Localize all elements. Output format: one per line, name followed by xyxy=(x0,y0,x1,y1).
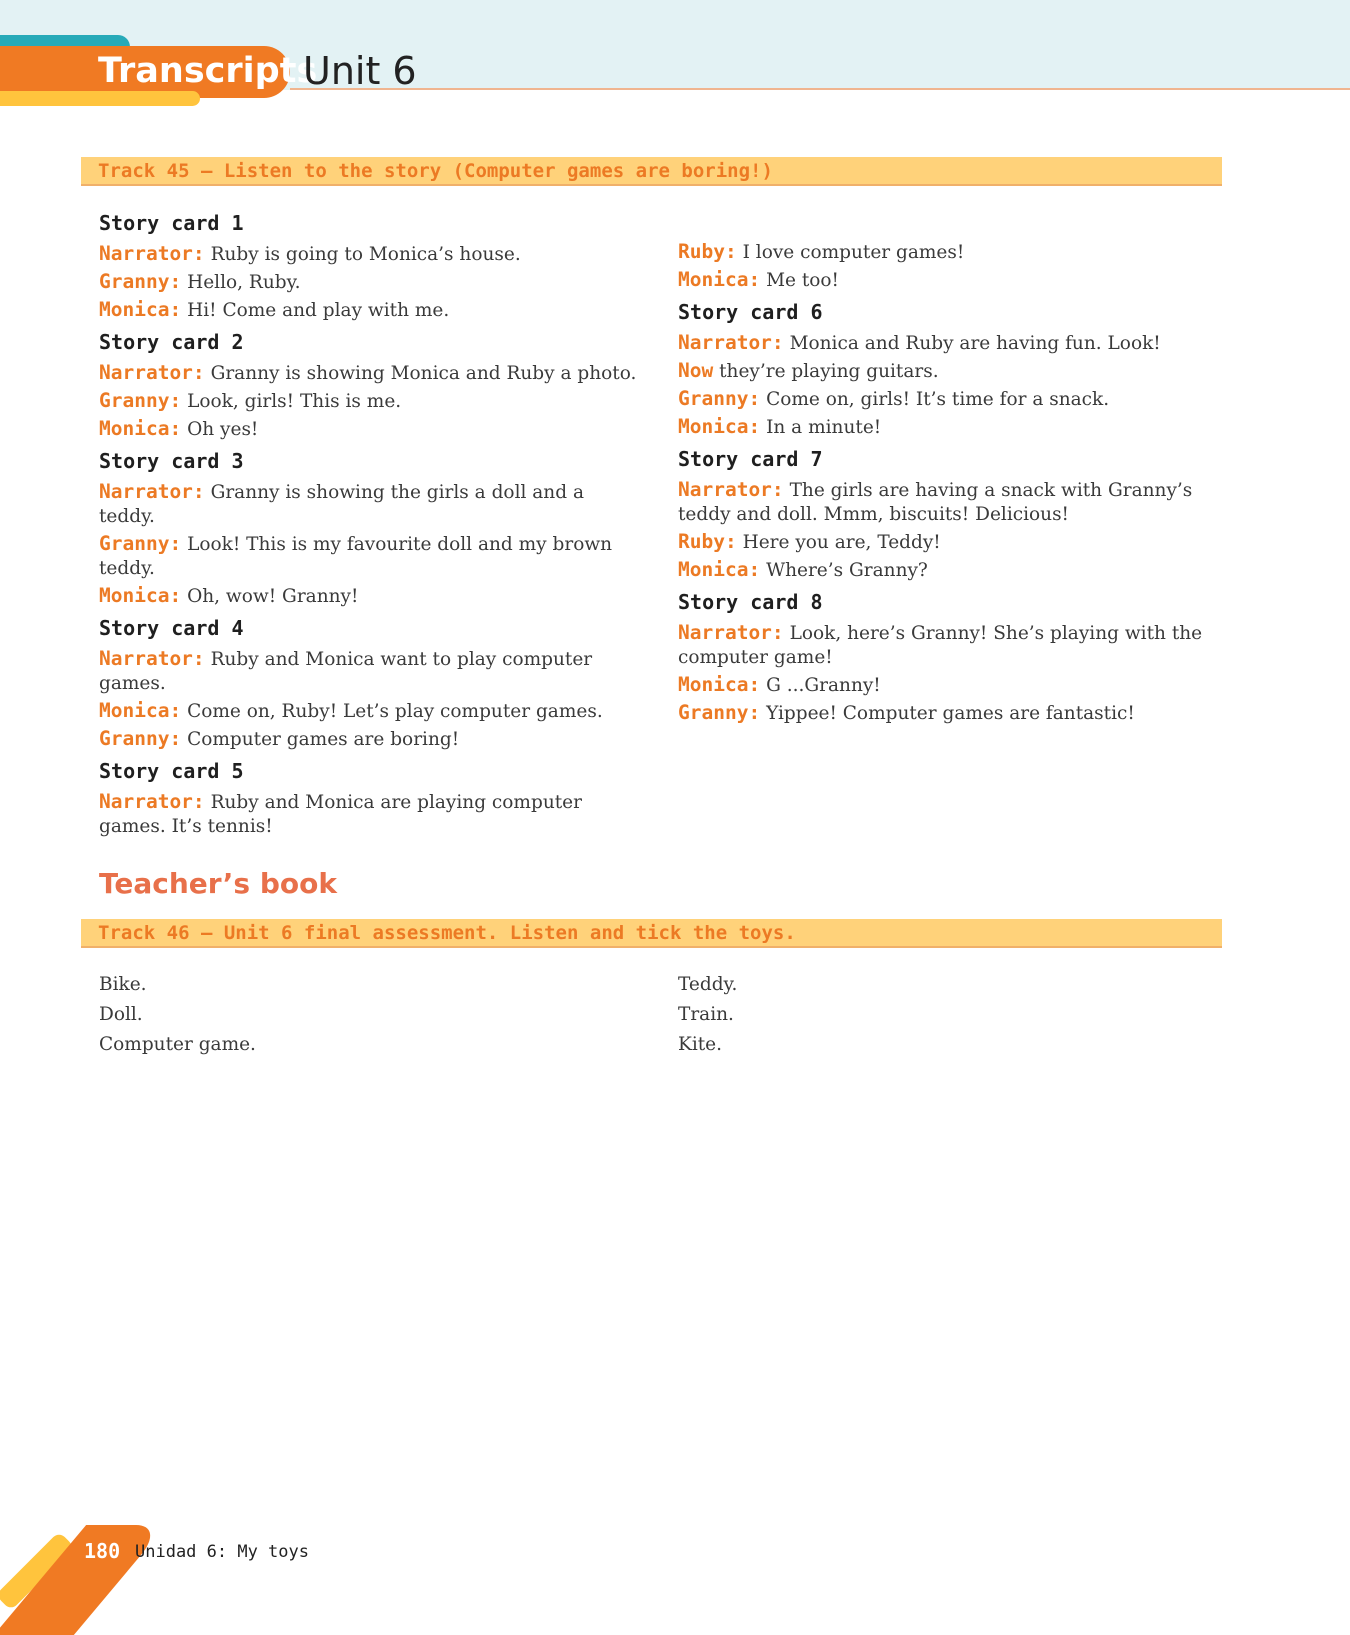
dialogue-text: Ruby and Monica want to play computer games. xyxy=(99,649,593,694)
track-46-heading: Track 46 – Unit 6 final assessment. Listen and tick the toys. xyxy=(81,919,1222,948)
dialogue-text: Where’s Granny? xyxy=(766,560,928,581)
dialogue-line xyxy=(678,268,1223,293)
dialogue-text: Monica and Ruby are having fun. Look! xyxy=(789,333,1161,354)
speaker-label: Monica: xyxy=(99,298,182,321)
speaker-label: Narrator: xyxy=(99,790,205,813)
dialogue-line xyxy=(678,530,1223,555)
dialogue-text: Come on, girls! It’s time for a snack. xyxy=(766,389,1110,410)
speaker-label: Narrator: xyxy=(678,478,784,501)
dialogue-text: Look! This is my favourite doll and my brown teddy. xyxy=(99,534,613,579)
speaker-label: Granny: xyxy=(99,532,182,555)
speaker-label: Narrator: xyxy=(99,480,205,503)
dialogue-text: Oh yes! xyxy=(187,419,259,440)
dialogue-line xyxy=(678,240,1223,265)
story-card-heading: Story card 5 xyxy=(99,759,244,783)
speaker-label: Monica: xyxy=(678,673,761,696)
speaker-label: Narrator: xyxy=(678,621,784,644)
page-number: 180 xyxy=(84,1539,121,1563)
dialogue-line xyxy=(99,584,644,609)
dialogue-text: Oh, wow! Granny! xyxy=(187,586,359,607)
toy-list-item: Doll. xyxy=(99,1004,143,1025)
dialogue-text: Look, girls! This is me. xyxy=(187,391,402,412)
speaker-label: Monica: xyxy=(99,584,182,607)
story-card-heading: Story card 3 xyxy=(99,449,244,473)
dialogue-text: Granny is showing Monica and Ruby a photo. xyxy=(210,363,637,384)
header-divider xyxy=(290,88,1350,90)
dialogue-line xyxy=(99,480,644,529)
toy-list-left xyxy=(99,970,499,1060)
dialogue-line xyxy=(678,359,1223,384)
toy-list-item: Computer game. xyxy=(99,1034,256,1055)
speaker-label: Granny: xyxy=(99,727,182,750)
dialogue-line xyxy=(678,478,1223,527)
dialogue-text: Here you are, Teddy! xyxy=(742,532,941,553)
dialogue-text: Ruby and Monica are playing computer games. It’s tennis! xyxy=(99,792,582,837)
dialogue-line xyxy=(678,558,1223,583)
dialogue-line xyxy=(99,647,644,696)
speaker-label: Ruby: xyxy=(678,240,737,263)
speaker-label: Monica: xyxy=(99,699,182,722)
speaker-label: Monica: xyxy=(99,417,182,440)
dialogue-line xyxy=(678,673,1223,698)
dialogue-line xyxy=(678,701,1223,726)
speaker-label: Granny: xyxy=(99,270,182,293)
dialogue-line xyxy=(99,242,644,267)
speaker-label: Narrator: xyxy=(99,242,205,265)
dialogue-line xyxy=(99,417,644,442)
toy-list-item: Bike. xyxy=(99,974,147,995)
speaker-label: Monica: xyxy=(678,558,761,581)
speaker-label: Ruby: xyxy=(678,530,737,553)
dialogue-text: Me too! xyxy=(766,270,839,291)
dialogue-text: Hello, Ruby. xyxy=(187,272,301,293)
dialogue-line xyxy=(678,331,1223,356)
dialogue-text: Computer games are boring! xyxy=(187,729,460,750)
story-card-heading: Story card 2 xyxy=(99,330,244,354)
dialogue-text: I love computer games! xyxy=(742,242,965,263)
speaker-label: Narrator: xyxy=(99,647,205,670)
speaker-label: Granny: xyxy=(99,389,182,412)
dialogue-line xyxy=(99,532,644,581)
dialogue-text: Granny is showing the girls a doll and a teddy. xyxy=(99,482,584,527)
dialogue-line xyxy=(678,387,1223,412)
story-card-heading: Story card 6 xyxy=(678,300,823,324)
story-card-heading: Story card 7 xyxy=(678,447,823,471)
transcript-column-right xyxy=(678,237,1223,729)
speaker-label: Monica: xyxy=(678,268,761,291)
dialogue-line xyxy=(99,699,644,724)
story-card-heading: Story card 1 xyxy=(99,211,244,235)
dialogue-text: Ruby is going to Monica’s house. xyxy=(210,244,521,265)
dialogue-text: they’re playing guitars. xyxy=(719,361,939,382)
speaker-label: Granny: xyxy=(678,387,761,410)
toy-list-item: Train. xyxy=(678,1004,734,1025)
dialogue-text: Yippee! Computer games are fantastic! xyxy=(766,703,1135,724)
speaker-label: Granny: xyxy=(678,701,761,724)
dialogue-text: Look, here’s Granny! She’s playing with the computer game! xyxy=(678,623,1203,668)
unit-title: Unit 6 xyxy=(303,49,417,93)
speaker-label: Now xyxy=(678,359,714,382)
dialogue-line xyxy=(99,727,644,752)
dialogue-line xyxy=(99,389,644,414)
dialogue-line xyxy=(99,361,644,386)
track-45-heading: Track 45 – Listen to the story (Computer games are boring!) xyxy=(81,157,1222,186)
toy-list-right xyxy=(678,970,1078,1060)
story-card-heading: Story card 8 xyxy=(678,590,823,614)
toy-list-item: Kite. xyxy=(678,1034,723,1055)
dialogue-text: G ...Granny! xyxy=(766,675,881,696)
transcript-column-left xyxy=(99,207,644,842)
footer-chapter: Unidad 6: My toys xyxy=(135,1542,309,1562)
story-card-heading: Story card 4 xyxy=(99,616,244,640)
dialogue-text: Come on, Ruby! Let’s play computer games. xyxy=(187,701,603,722)
speaker-label: Monica: xyxy=(678,415,761,438)
dialogue-text: In a minute! xyxy=(766,417,882,438)
dialogue-text: The girls are having a snack with Granny’s teddy and doll. Mmm, biscuits! Delicious! xyxy=(678,480,1193,525)
speaker-label: Narrator: xyxy=(99,361,205,384)
dialogue-line xyxy=(678,621,1223,670)
section-label: Transcripts xyxy=(98,51,318,91)
dialogue-line xyxy=(678,415,1223,440)
dialogue-text: Hi! Come and play with me. xyxy=(187,300,450,321)
toy-list-item: Teddy. xyxy=(678,974,738,995)
dialogue-line xyxy=(99,298,644,323)
teachers-book-title: Teacher’s book xyxy=(99,867,337,900)
dialogue-line xyxy=(99,790,644,839)
dialogue-line xyxy=(99,270,644,295)
speaker-label: Narrator: xyxy=(678,331,784,354)
